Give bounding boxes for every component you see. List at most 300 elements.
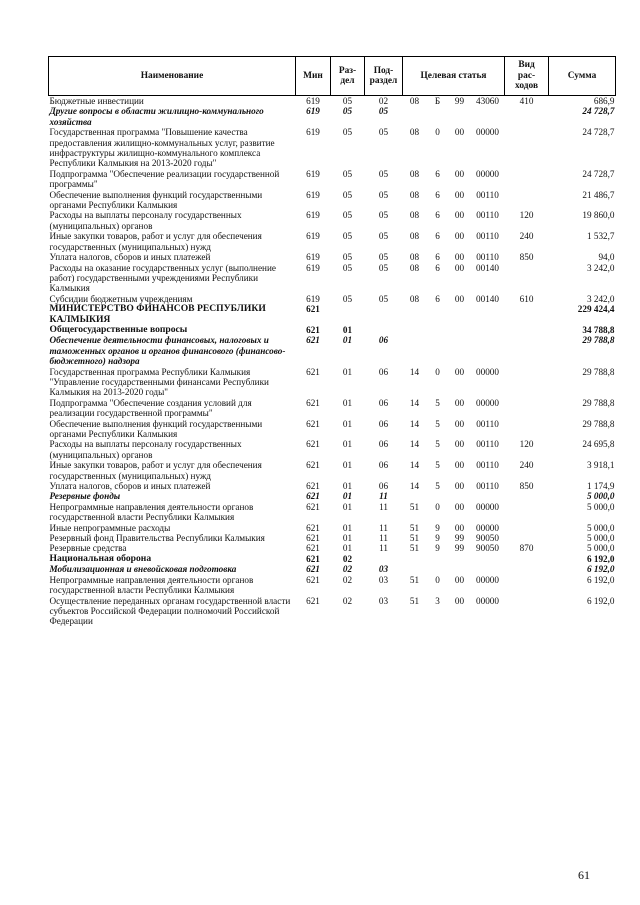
row-target-subprogram bbox=[427, 554, 449, 564]
row-min: 621 bbox=[306, 574, 320, 585]
row-podrazdel: 03 bbox=[378, 564, 389, 575]
row-target-subprogram: 0 bbox=[435, 127, 440, 138]
row-vid bbox=[505, 491, 549, 501]
row-podrazdel: 05 bbox=[378, 106, 389, 117]
row-target-program: 08 bbox=[409, 252, 420, 263]
row-podrazdel: 05 bbox=[378, 189, 389, 200]
row-podrazdel: 11 bbox=[379, 501, 388, 512]
row-target-program: 51 bbox=[409, 522, 420, 533]
row-target-code bbox=[471, 564, 505, 574]
row-podrazdel bbox=[365, 325, 403, 335]
row-sum: 5 000,0 bbox=[586, 533, 615, 544]
header-sum: Сумма bbox=[549, 57, 616, 96]
row-name: Подпрограмма "Обеспечение создания условий для реализации государственной программы" bbox=[49, 397, 252, 419]
row-name: Непрограммные направления деятельности органов государственной власти Республики Калмыкия bbox=[49, 501, 254, 523]
row-target-code: 00140 bbox=[476, 293, 499, 304]
row-razdel: 01 bbox=[342, 501, 353, 512]
row-min: 619 bbox=[306, 262, 320, 273]
row-name: Резервные средства bbox=[49, 543, 127, 554]
row-target-group: 00 bbox=[454, 439, 465, 450]
row-target-program: 51 bbox=[409, 533, 420, 544]
row-target-code bbox=[471, 106, 505, 127]
row-podrazdel: 06 bbox=[378, 418, 389, 429]
row-target-code: 00110 bbox=[476, 418, 499, 429]
row-target-code bbox=[471, 325, 505, 335]
row-target-group: 00 bbox=[454, 293, 465, 304]
row-target-code bbox=[471, 335, 505, 366]
row-target-program: 14 bbox=[409, 366, 420, 377]
row-target-program: 51 bbox=[409, 595, 420, 606]
row-sum: 24 728,7 bbox=[582, 127, 615, 138]
row-target-code: 00110 bbox=[476, 460, 499, 471]
row-razdel: 01 bbox=[342, 439, 353, 450]
row-target-code: 00000 bbox=[476, 574, 499, 585]
row-min: 621 bbox=[306, 553, 320, 564]
page-number: 61 bbox=[578, 868, 590, 882]
row-razdel: 05 bbox=[342, 189, 353, 200]
row-name: Субсидии бюджетным учреждениям bbox=[49, 293, 193, 304]
row-podrazdel bbox=[365, 304, 403, 325]
row-sum: 5 000,0 bbox=[586, 543, 615, 554]
row-sum: 24 728,7 bbox=[582, 168, 615, 179]
row-sum: 24 728,7 bbox=[582, 106, 615, 117]
row-vid: 120 bbox=[519, 210, 534, 221]
row-name: Расходы на оказание государственных услуг (выполнение работ) государственными учреждениями Республики Калмыкия bbox=[49, 262, 276, 294]
row-target-group: 00 bbox=[454, 189, 465, 200]
row-vid bbox=[505, 367, 549, 398]
row-target-subprogram: 0 bbox=[435, 366, 440, 377]
row-min: 619 bbox=[306, 210, 320, 221]
row-target-program bbox=[403, 106, 427, 127]
row-target-group: 99 bbox=[454, 543, 465, 554]
row-podrazdel: 06 bbox=[378, 397, 389, 408]
row-min: 621 bbox=[306, 418, 320, 429]
row-razdel: 02 bbox=[342, 595, 353, 606]
table-row bbox=[49, 96, 616, 107]
row-name: Национальная оборона bbox=[49, 552, 152, 564]
row-sum: 229 424,4 bbox=[577, 304, 615, 315]
row-razdel: 05 bbox=[342, 293, 353, 304]
row-razdel: 02 bbox=[342, 553, 353, 564]
budget-table bbox=[48, 56, 616, 627]
row-target-subprogram: 6 bbox=[435, 293, 440, 304]
row-name: Расходы на выплаты персоналу государственных (муниципальных) органов bbox=[49, 210, 242, 231]
row-target-subprogram: 5 bbox=[435, 397, 440, 408]
row-razdel: 01 bbox=[342, 543, 353, 554]
table-row bbox=[49, 106, 616, 127]
row-target-subprogram bbox=[427, 491, 449, 501]
row-name: Обеспечение выполнения функций государственными органами Республики Калмыкия bbox=[49, 418, 263, 439]
row-target-subprogram: 6 bbox=[435, 252, 440, 263]
header-podrazdel: Под- раздел bbox=[365, 57, 403, 96]
row-target-code bbox=[471, 491, 505, 501]
table-row bbox=[49, 169, 616, 190]
row-target-group: 00 bbox=[454, 366, 465, 377]
row-min: 621 bbox=[306, 460, 320, 471]
row-target-program: 08 bbox=[409, 262, 420, 273]
row-target-group: 00 bbox=[454, 418, 465, 429]
row-min: 621 bbox=[306, 439, 320, 450]
row-target-program: 14 bbox=[409, 397, 420, 408]
row-target-code: 00000 bbox=[476, 522, 499, 533]
row-podrazdel: 05 bbox=[378, 168, 389, 179]
row-sum: 3 918,1 bbox=[586, 460, 615, 471]
row-vid: 240 bbox=[519, 460, 534, 471]
row-min: 621 bbox=[306, 564, 320, 575]
row-target-group: 99 bbox=[454, 533, 465, 544]
row-name: Иные закупки товаров, работ и услуг для обеспечения государственных (муниципальных) нужд bbox=[49, 231, 262, 252]
row-vid: 240 bbox=[519, 231, 534, 242]
row-razdel bbox=[331, 304, 365, 325]
row-min: 621 bbox=[306, 501, 320, 512]
row-target-group: 00 bbox=[454, 262, 465, 273]
row-sum: 6 192,0 bbox=[586, 564, 615, 575]
row-target-code: 00000 bbox=[476, 168, 499, 179]
row-target-code bbox=[471, 554, 505, 564]
row-sum: 29 788,8 bbox=[582, 366, 615, 377]
row-target-program: 14 bbox=[409, 439, 420, 450]
row-min: 619 bbox=[306, 231, 320, 242]
header-name: Наименование bbox=[49, 57, 296, 96]
row-target-group: 00 bbox=[454, 460, 465, 471]
row-target-program: 14 bbox=[409, 460, 420, 471]
row-podrazdel: 06 bbox=[378, 460, 389, 471]
row-target-program: 51 bbox=[409, 501, 420, 512]
row-min: 621 bbox=[306, 397, 320, 408]
row-target-program: 08 bbox=[409, 168, 420, 179]
row-name: Обеспечение выполнения функций государственными органами Республики Калмыкия bbox=[49, 189, 263, 211]
row-podrazdel: 05 bbox=[378, 210, 389, 221]
row-target-group bbox=[449, 564, 471, 574]
row-razdel: 01 bbox=[342, 418, 353, 429]
row-target-subprogram: 3 bbox=[435, 595, 440, 606]
row-vid bbox=[505, 564, 549, 574]
row-target-program bbox=[403, 304, 427, 325]
row-razdel: 01 bbox=[342, 335, 353, 346]
table-row bbox=[49, 190, 616, 211]
row-target-code: 00110 bbox=[476, 231, 499, 242]
row-target-subprogram: 5 bbox=[435, 481, 440, 492]
row-target-group bbox=[449, 325, 471, 335]
row-target-subprogram: 6 bbox=[435, 210, 440, 221]
row-vid bbox=[505, 502, 549, 523]
row-podrazdel: 11 bbox=[379, 533, 388, 544]
row-podrazdel: 05 bbox=[378, 231, 389, 242]
row-min: 619 bbox=[306, 293, 320, 304]
row-sum: 6 192,0 bbox=[586, 595, 615, 606]
row-razdel: 01 bbox=[342, 533, 353, 544]
row-razdel: 01 bbox=[342, 522, 353, 533]
row-target-group: 00 bbox=[454, 127, 465, 138]
row-podrazdel: 11 bbox=[379, 522, 388, 533]
row-podrazdel: 06 bbox=[378, 335, 389, 346]
row-sum: 29 788,8 bbox=[582, 397, 615, 408]
row-target-group: 00 bbox=[454, 252, 465, 263]
row-target-group: 00 bbox=[454, 595, 465, 606]
row-razdel: 05 bbox=[342, 106, 353, 117]
row-target-code: 00110 bbox=[476, 189, 499, 200]
row-name: Уплата налогов, сборов и иных платежей bbox=[49, 481, 211, 492]
row-target-code bbox=[471, 304, 505, 325]
row-name: Иные закупки товаров, работ и услуг для обеспечения государственных (муниципальных) нужд bbox=[49, 460, 262, 481]
row-sum: 686,9 bbox=[593, 96, 615, 106]
row-target-program: 14 bbox=[409, 418, 420, 429]
row-vid: 850 bbox=[519, 481, 534, 492]
row-target-group: 00 bbox=[454, 501, 465, 512]
row-min: 621 bbox=[306, 335, 320, 346]
row-razdel: 01 bbox=[342, 397, 353, 408]
row-sum: 1 532,7 bbox=[586, 231, 615, 242]
row-name: Обеспечение деятельности финансовых, налоговых и таможенных органов и органов финансового (финансово-бюджетного) надзора bbox=[49, 335, 286, 367]
row-name: Резервный фонд Правительства Республики Калмыкия bbox=[49, 533, 265, 544]
row-sum: 94,0 bbox=[598, 252, 615, 263]
row-target-code: 00110 bbox=[476, 481, 499, 492]
row-target-program: 08 bbox=[409, 231, 420, 242]
row-target-code: 00110 bbox=[476, 439, 499, 450]
header-vid: Вид рас- ходов bbox=[505, 57, 549, 96]
row-name: Непрограммные направления деятельности органов государственной власти Республики Калмыкия bbox=[49, 574, 254, 596]
table-header-row bbox=[49, 57, 616, 96]
row-target-subprogram: 6 bbox=[435, 168, 440, 179]
table-row bbox=[49, 460, 616, 481]
table-row bbox=[49, 398, 616, 419]
row-min: 621 bbox=[306, 366, 320, 377]
table-row bbox=[49, 325, 616, 335]
table-row bbox=[49, 335, 616, 366]
row-target-program bbox=[403, 325, 427, 335]
row-name: Уплата налогов, сборов и иных платежей bbox=[49, 252, 211, 263]
row-name: Иные непрограммные расходы bbox=[49, 522, 171, 533]
table-row bbox=[49, 439, 616, 460]
row-target-subprogram bbox=[427, 304, 449, 325]
row-min: 621 bbox=[306, 543, 320, 554]
row-target-subprogram bbox=[427, 564, 449, 574]
table-row bbox=[49, 263, 616, 294]
row-name: Подпрограмма "Обеспечение реализации государственной программы" bbox=[49, 168, 280, 190]
row-sum: 5 000,0 bbox=[586, 491, 615, 502]
row-target-group: 99 bbox=[454, 96, 465, 106]
header-min: Мин bbox=[296, 57, 331, 96]
row-vid bbox=[505, 419, 549, 440]
row-min: 621 bbox=[306, 304, 320, 315]
row-podrazdel: 06 bbox=[378, 481, 389, 492]
row-razdel: 05 bbox=[342, 168, 353, 179]
row-podrazdel: 06 bbox=[378, 439, 389, 450]
row-razdel: 01 bbox=[342, 324, 353, 335]
table-row bbox=[49, 502, 616, 523]
row-name: Общегосударственные вопросы bbox=[49, 323, 188, 335]
row-sum: 19 860,0 bbox=[582, 210, 615, 221]
row-sum: 24 695,8 bbox=[582, 439, 615, 450]
row-target-program bbox=[403, 554, 427, 564]
row-vid bbox=[505, 575, 549, 596]
row-target-group: 00 bbox=[454, 168, 465, 179]
table-row bbox=[49, 127, 616, 169]
row-sum: 5 000,0 bbox=[586, 522, 615, 533]
row-target-code: 00000 bbox=[476, 397, 499, 408]
row-vid bbox=[505, 263, 549, 294]
row-target-code: 90050 bbox=[476, 533, 499, 544]
row-target-code: 00000 bbox=[476, 595, 499, 606]
row-name: Бюджетные инвестиции bbox=[49, 96, 144, 106]
row-min: 621 bbox=[306, 595, 320, 606]
row-target-code: 00140 bbox=[476, 262, 499, 273]
row-target-subprogram bbox=[427, 106, 449, 127]
table-row bbox=[49, 231, 616, 252]
row-target-program: 14 bbox=[409, 481, 420, 492]
row-target-code: 90050 bbox=[476, 543, 499, 554]
row-sum: 29 788,8 bbox=[582, 418, 615, 429]
row-target-subprogram: 0 bbox=[435, 574, 440, 585]
row-vid bbox=[505, 169, 549, 190]
row-razdel: 01 bbox=[342, 481, 353, 492]
row-target-program: 51 bbox=[409, 574, 420, 585]
table-row bbox=[49, 210, 616, 231]
row-min: 619 bbox=[306, 96, 320, 106]
row-target-program: 08 bbox=[409, 293, 420, 304]
row-podrazdel: 05 bbox=[378, 262, 389, 273]
row-target-program: 08 bbox=[409, 127, 420, 138]
table-row bbox=[49, 419, 616, 440]
row-razdel: 05 bbox=[342, 127, 353, 138]
row-razdel: 02 bbox=[342, 574, 353, 585]
row-name: Государственная программа "Повышение качества предоставления жилищно-коммунальных услуг, развитие инфраструктуры жилищно-коммунального комплекса Республики Калмыкия на 2013-2020 годы" bbox=[49, 127, 275, 169]
row-sum: 3 242,0 bbox=[586, 262, 615, 273]
row-target-code: 00110 bbox=[476, 210, 499, 221]
row-target-group: 00 bbox=[454, 481, 465, 492]
row-target-group: 00 bbox=[454, 210, 465, 221]
row-sum: 29 788,8 bbox=[582, 335, 615, 346]
row-vid bbox=[505, 523, 549, 533]
row-razdel: 05 bbox=[342, 262, 353, 273]
row-sum: 6 192,0 bbox=[586, 553, 615, 564]
row-vid bbox=[505, 325, 549, 335]
row-target-group: 00 bbox=[454, 574, 465, 585]
row-podrazdel: 02 bbox=[378, 96, 389, 106]
row-min: 619 bbox=[306, 127, 320, 138]
row-target-subprogram: 9 bbox=[435, 522, 440, 533]
row-vid bbox=[505, 304, 549, 325]
header-target: Целевая статья bbox=[403, 57, 505, 96]
row-podrazdel: 05 bbox=[378, 127, 389, 138]
table-row bbox=[49, 596, 616, 627]
row-target-program: 08 bbox=[409, 210, 420, 221]
table-row bbox=[49, 575, 616, 596]
row-vid: 120 bbox=[519, 439, 534, 450]
row-target-subprogram: Б bbox=[434, 96, 441, 106]
row-name: Мобилизационная и вневойсковая подготовка bbox=[49, 564, 237, 575]
row-target-code: 00110 bbox=[476, 252, 499, 263]
row-min: 621 bbox=[306, 491, 320, 502]
table-row bbox=[49, 481, 616, 491]
row-razdel: 05 bbox=[342, 210, 353, 221]
row-name: Резервные фонды bbox=[49, 491, 121, 502]
row-target-program: 51 bbox=[409, 543, 420, 554]
row-vid bbox=[505, 554, 549, 564]
row-vid: 410 bbox=[519, 96, 534, 106]
row-target-code: 00000 bbox=[476, 366, 499, 377]
row-target-group bbox=[449, 304, 471, 325]
row-target-subprogram: 5 bbox=[435, 439, 440, 450]
row-vid: 610 bbox=[519, 293, 534, 304]
row-target-subprogram: 5 bbox=[435, 460, 440, 471]
row-sum: 1 174,9 bbox=[586, 481, 615, 492]
row-name: Другие вопросы в области жилищно-коммунального хозяйства bbox=[49, 106, 264, 127]
table-row bbox=[49, 252, 616, 262]
row-vid bbox=[505, 190, 549, 211]
row-min: 621 bbox=[306, 522, 320, 533]
row-target-code: 00000 bbox=[476, 127, 499, 138]
row-target-subprogram: 5 bbox=[435, 418, 440, 429]
row-name: Государственная программа Республики Калмыкия "Управление государственными финансами Республики Калмыкия на 2013-2020 годы" bbox=[49, 366, 269, 398]
row-name: Осуществление переданных органам государственной власти субъектов Российской Федерации полномочий Российской Федерации bbox=[49, 595, 291, 627]
row-podrazdel bbox=[365, 554, 403, 564]
row-name: Расходы на выплаты персоналу государственных (муниципальных) органов bbox=[49, 439, 242, 460]
row-min: 621 bbox=[306, 533, 320, 544]
row-sum: 5 000,0 bbox=[586, 501, 615, 512]
row-vid bbox=[505, 533, 549, 543]
header-razdel: Раз- дел bbox=[331, 57, 365, 96]
row-min: 619 bbox=[306, 252, 320, 263]
row-min: 619 bbox=[306, 168, 320, 179]
row-target-subprogram: 6 bbox=[435, 231, 440, 242]
table-row bbox=[49, 523, 616, 533]
row-sum: 6 192,0 bbox=[586, 574, 615, 585]
row-target-group: 00 bbox=[454, 397, 465, 408]
row-target-program: 08 bbox=[409, 96, 420, 106]
row-sum: 3 242,0 bbox=[586, 293, 615, 304]
row-min: 621 bbox=[306, 324, 320, 335]
row-target-group: 00 bbox=[454, 231, 465, 242]
row-target-group bbox=[449, 554, 471, 564]
row-min: 619 bbox=[306, 189, 320, 200]
row-target-subprogram: 9 bbox=[435, 543, 440, 554]
row-podrazdel: 03 bbox=[378, 574, 389, 585]
row-sum: 34 788,8 bbox=[582, 324, 615, 335]
row-target-group bbox=[449, 335, 471, 366]
row-target-group bbox=[449, 106, 471, 127]
row-podrazdel: 11 bbox=[379, 491, 388, 502]
row-razdel: 05 bbox=[342, 96, 353, 106]
row-target-group: 00 bbox=[454, 522, 465, 533]
row-razdel: 02 bbox=[342, 564, 353, 575]
table-row bbox=[49, 304, 616, 325]
row-podrazdel: 06 bbox=[378, 366, 389, 377]
row-target-program bbox=[403, 564, 427, 574]
row-razdel: 05 bbox=[342, 252, 353, 263]
row-podrazdel: 03 bbox=[378, 595, 389, 606]
row-vid bbox=[505, 596, 549, 627]
row-min: 619 bbox=[306, 106, 320, 117]
table-row bbox=[49, 491, 616, 501]
row-podrazdel: 05 bbox=[378, 293, 389, 304]
row-razdel: 01 bbox=[342, 460, 353, 471]
row-sum: 21 486,7 bbox=[582, 189, 615, 200]
row-target-subprogram bbox=[427, 335, 449, 366]
table-row bbox=[49, 554, 616, 564]
table-row bbox=[49, 564, 616, 574]
row-target-program bbox=[403, 491, 427, 501]
row-target-subprogram: 6 bbox=[435, 262, 440, 273]
row-target-program bbox=[403, 335, 427, 366]
row-target-subprogram: 6 bbox=[435, 189, 440, 200]
row-vid bbox=[505, 127, 549, 169]
row-target-program: 08 bbox=[409, 189, 420, 200]
row-vid: 850 bbox=[519, 252, 534, 263]
row-razdel: 01 bbox=[342, 491, 353, 502]
row-razdel: 01 bbox=[342, 366, 353, 377]
row-name: МИНИСТЕРСТВО ФИНАНСОВ РЕСПУБЛИКИ КАЛМЫКИЯ bbox=[49, 303, 266, 325]
